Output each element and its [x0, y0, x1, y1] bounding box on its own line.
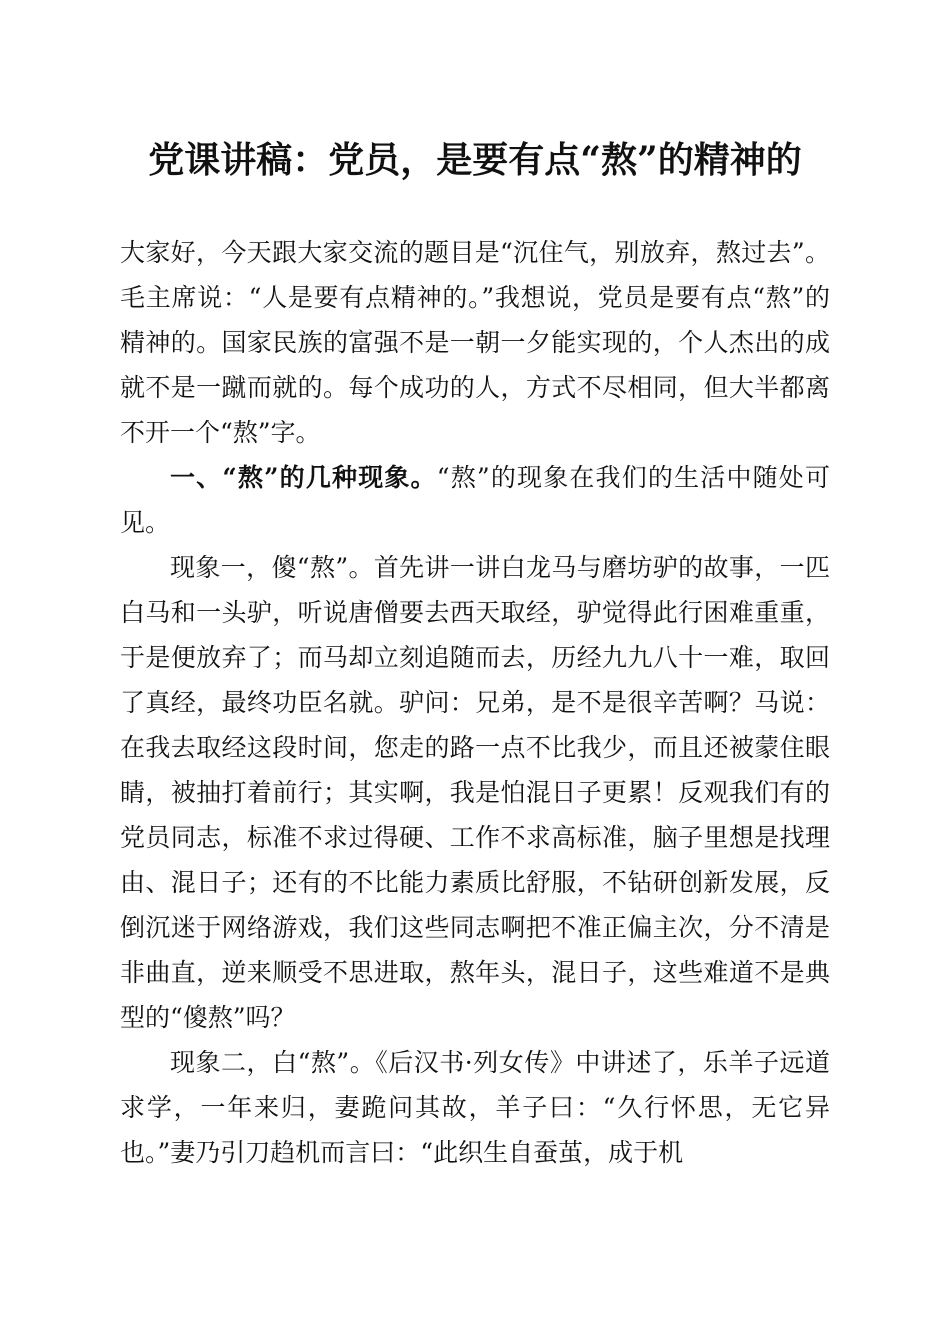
paragraph-intro: 大家好，今天跟大家交流的题目是“沉住气，别放弃，熬过去”。毛主席说：“人是要有点精神的。”我想说，党员是要有点“熬”的精神的。国家民族的富强不是一朝一夕能实现的，个人杰出的成就不是一蹴而就的。每个成功的人，方式不尽相同，但大半都离不开一个“熬”字。 — [120, 238, 830, 447]
section-text: “熬”的现象在我们的生活中随处可见。 — [120, 463, 830, 537]
document-title: 党课讲稿：党员，是要有点“熬”的精神的 — [148, 139, 802, 181]
paragraph-phenomenon-one: 现象一，傻“熬”。首先讲一讲白龙马与磨坊驴的故事，一匹白马和一头驴，听说唐僧要去西天取经，驴觉得此行困难重重，于是便放弃了；而马却立刻追随而去，历经九九八十一难，取回了真经，最终功臣名就。驴问：兄弟，是不是很辛苦啊？马说：在我去取经这段时间，您走的路一点不比我少，而且还被蒙住眼睛，被抽打着前行；其实啊，我是怕混日子更累！反观我们有的党员同志，标准不求过得硬、工作不求高标准，脑子里想是找理由、混日子；还有的不比能力素质比舒服，不钻研创新发展，反倒沉迷于网络游戏，我们这些同志啊把不准正偏主次，分不清是非曲直，逆来顺受不思进取，熬年头，混日子，这些难道不是典型的“傻熬”吗？ — [120, 553, 830, 1032]
section-heading: 一、“熬”的几种现象。 — [170, 463, 437, 492]
paragraph-phenomenon-two: 现象二，白“熬”。《后汉书·列女传》中讲述了，乐羊子远道求学，一年来归，妻跪问其故，羊子曰：“久行怀思，无它异也。”妻乃引刀趋机而言曰：“此织生自蚕茧，成于机 — [120, 1048, 830, 1167]
paragraph-section-one — [120, 455, 830, 545]
document-body — [120, 230, 830, 1175]
